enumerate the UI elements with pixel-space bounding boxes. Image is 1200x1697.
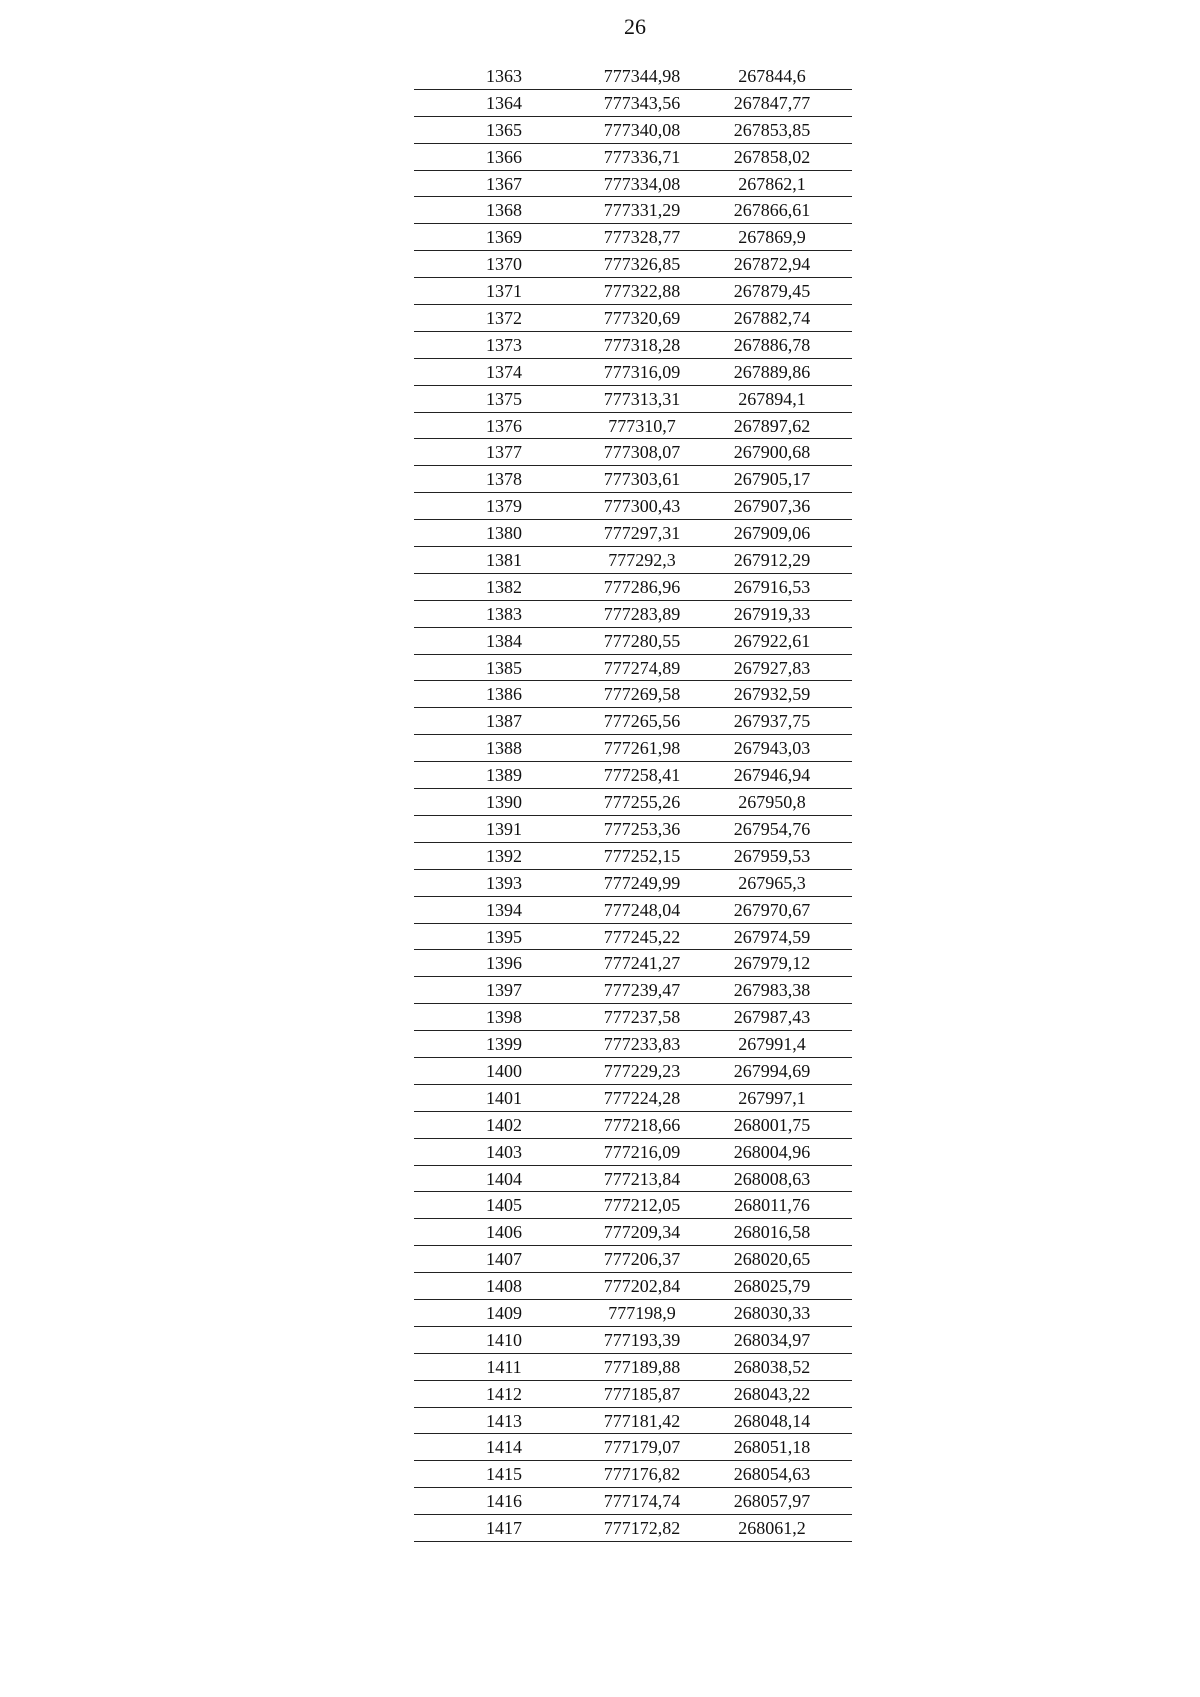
table-row — [414, 278, 852, 305]
point-number-cell: 1372 — [486, 308, 522, 329]
table-row — [414, 628, 852, 655]
x-coordinate-cell: 777318,28 — [603, 334, 681, 355]
table-row — [414, 1461, 852, 1488]
table-row — [414, 197, 852, 224]
table-row — [414, 171, 852, 198]
table-row — [414, 1246, 852, 1273]
x-coordinate-cell: 777218,66 — [603, 1114, 681, 1135]
y-coordinate-cell: 267886,78 — [733, 334, 811, 355]
table-row — [414, 1488, 852, 1515]
x-coordinate-cell: 777179,07 — [603, 1437, 681, 1458]
y-coordinate-cell: 267889,86 — [733, 361, 811, 382]
x-coordinate-cell: 777261,98 — [603, 738, 681, 759]
y-coordinate-cell: 267882,74 — [733, 308, 811, 329]
x-coordinate-cell: 777233,83 — [603, 1034, 681, 1055]
point-number-cell: 1406 — [486, 1222, 522, 1243]
y-coordinate-cell: 267872,94 — [733, 254, 811, 275]
coordinates-table — [414, 63, 852, 1542]
point-number-cell: 1411 — [486, 1356, 522, 1377]
y-coordinate-cell: 267991,4 — [738, 1034, 806, 1055]
x-coordinate-cell: 777308,07 — [603, 442, 681, 463]
point-number-cell: 1366 — [486, 146, 522, 167]
y-coordinate-cell: 267965,3 — [738, 872, 806, 893]
point-number-cell: 1405 — [486, 1195, 522, 1216]
point-number-cell: 1380 — [486, 523, 522, 544]
table-row — [414, 816, 852, 843]
table-row — [414, 1192, 852, 1219]
y-coordinate-cell: 267943,03 — [733, 738, 811, 759]
x-coordinate-cell: 777286,96 — [603, 576, 681, 597]
x-coordinate-cell: 777239,47 — [603, 980, 681, 1001]
y-coordinate-cell: 267970,67 — [733, 899, 811, 920]
point-number-cell: 1402 — [486, 1114, 522, 1135]
table-row — [414, 63, 852, 90]
x-coordinate-cell: 777283,89 — [603, 603, 681, 624]
y-coordinate-cell: 267946,94 — [733, 765, 811, 786]
point-number-cell: 1387 — [486, 711, 522, 732]
x-coordinate-cell: 777322,88 — [603, 281, 681, 302]
y-coordinate-cell: 268061,2 — [738, 1518, 806, 1539]
point-number-cell: 1395 — [486, 926, 522, 947]
x-coordinate-cell: 777181,42 — [603, 1410, 681, 1431]
table-row — [414, 1408, 852, 1435]
x-coordinate-cell: 777269,58 — [603, 684, 681, 705]
y-coordinate-cell: 267900,68 — [733, 442, 811, 463]
point-number-cell: 1398 — [486, 1007, 522, 1028]
x-coordinate-cell: 777202,84 — [603, 1276, 681, 1297]
y-coordinate-cell: 268048,14 — [733, 1410, 811, 1431]
x-coordinate-cell: 777297,31 — [603, 523, 681, 544]
table-row — [414, 1085, 852, 1112]
table-row — [414, 332, 852, 359]
x-coordinate-cell: 777213,84 — [603, 1168, 681, 1189]
x-coordinate-cell: 777252,15 — [603, 845, 681, 866]
y-coordinate-cell: 267919,33 — [733, 603, 811, 624]
x-coordinate-cell: 777241,27 — [603, 953, 681, 974]
y-coordinate-cell: 268051,18 — [733, 1437, 811, 1458]
y-coordinate-cell: 267879,45 — [733, 281, 811, 302]
y-coordinate-cell: 267932,59 — [733, 684, 811, 705]
y-coordinate-cell: 267916,53 — [733, 576, 811, 597]
table-row — [414, 520, 852, 547]
table-row — [414, 439, 852, 466]
y-coordinate-cell: 267907,36 — [733, 496, 811, 517]
x-coordinate-cell: 777336,71 — [603, 146, 681, 167]
x-coordinate-cell: 777344,98 — [603, 66, 681, 86]
point-number-cell: 1391 — [486, 818, 522, 839]
x-coordinate-cell: 777258,41 — [603, 765, 681, 786]
table-row — [414, 466, 852, 493]
x-coordinate-cell: 777229,23 — [603, 1060, 681, 1081]
y-coordinate-cell: 267974,59 — [733, 926, 811, 947]
x-coordinate-cell: 777193,39 — [603, 1329, 681, 1350]
y-coordinate-cell: 267922,61 — [733, 630, 811, 651]
table-row — [414, 950, 852, 977]
x-coordinate-cell: 777300,43 — [603, 496, 681, 517]
table-row — [414, 574, 852, 601]
table-row — [414, 1112, 852, 1139]
point-number-cell: 1414 — [486, 1437, 522, 1458]
x-coordinate-cell: 777320,69 — [603, 308, 681, 329]
point-number-cell: 1389 — [486, 765, 522, 786]
point-number-cell: 1385 — [486, 657, 522, 678]
x-coordinate-cell: 777280,55 — [603, 630, 681, 651]
y-coordinate-cell: 267869,9 — [738, 227, 806, 248]
y-coordinate-cell: 267950,8 — [738, 792, 806, 813]
y-coordinate-cell: 267979,12 — [733, 953, 811, 974]
table-row — [414, 413, 852, 440]
table-row — [414, 924, 852, 951]
y-coordinate-cell: 268038,52 — [733, 1356, 811, 1377]
point-number-cell: 1368 — [486, 200, 522, 221]
x-coordinate-cell: 777224,28 — [603, 1087, 681, 1108]
table-row — [414, 843, 852, 870]
point-number-cell: 1416 — [486, 1491, 522, 1512]
table-row — [414, 655, 852, 682]
x-coordinate-cell: 777274,89 — [603, 657, 681, 678]
y-coordinate-cell: 268016,58 — [733, 1222, 811, 1243]
x-coordinate-cell: 777176,82 — [603, 1464, 681, 1485]
point-number-cell: 1367 — [486, 173, 522, 194]
point-number-cell: 1377 — [486, 442, 522, 463]
table-row — [414, 224, 852, 251]
point-number-cell: 1408 — [486, 1276, 522, 1297]
point-number-cell: 1412 — [486, 1383, 522, 1404]
table-row — [414, 1354, 852, 1381]
y-coordinate-cell: 268020,65 — [733, 1249, 811, 1270]
x-coordinate-cell: 777310,7 — [608, 415, 676, 436]
y-coordinate-cell: 267912,29 — [733, 550, 811, 571]
x-coordinate-cell: 777206,37 — [603, 1249, 681, 1270]
x-coordinate-cell: 777189,88 — [603, 1356, 681, 1377]
y-coordinate-cell: 267983,38 — [733, 980, 811, 1001]
x-coordinate-cell: 777255,26 — [603, 792, 681, 813]
point-number-cell: 1407 — [486, 1249, 522, 1270]
point-number-cell: 1388 — [486, 738, 522, 759]
x-coordinate-cell: 777245,22 — [603, 926, 681, 947]
x-coordinate-cell: 777303,61 — [603, 469, 681, 490]
point-number-cell: 1415 — [486, 1464, 522, 1485]
point-number-cell: 1386 — [486, 684, 522, 705]
x-coordinate-cell: 777343,56 — [603, 92, 681, 113]
table-row — [414, 1139, 852, 1166]
x-coordinate-cell: 777326,85 — [603, 254, 681, 275]
x-coordinate-cell: 777316,09 — [603, 361, 681, 382]
point-number-cell: 1376 — [486, 415, 522, 436]
page-number: 26 — [624, 14, 646, 39]
table-row — [414, 1434, 852, 1461]
point-number-cell: 1378 — [486, 469, 522, 490]
y-coordinate-cell: 268004,96 — [733, 1141, 811, 1162]
table-row — [414, 359, 852, 386]
x-coordinate-cell: 777253,36 — [603, 818, 681, 839]
x-coordinate-cell: 777249,99 — [603, 872, 681, 893]
point-number-cell: 1364 — [486, 92, 522, 113]
table-row — [414, 897, 852, 924]
point-number-cell: 1381 — [486, 550, 522, 571]
table-row — [414, 870, 852, 897]
point-number-cell: 1417 — [486, 1518, 522, 1539]
point-number-cell: 1382 — [486, 576, 522, 597]
point-number-cell: 1369 — [486, 227, 522, 248]
point-number-cell: 1365 — [486, 119, 522, 140]
point-number-cell: 1392 — [486, 845, 522, 866]
point-number-cell: 1371 — [486, 281, 522, 302]
y-coordinate-cell: 267937,75 — [733, 711, 811, 732]
y-coordinate-cell: 267853,85 — [733, 119, 811, 140]
point-number-cell: 1410 — [486, 1329, 522, 1350]
point-number-cell: 1370 — [486, 254, 522, 275]
y-coordinate-cell: 268011,76 — [734, 1195, 810, 1216]
x-coordinate-cell: 777174,74 — [603, 1491, 681, 1512]
y-coordinate-cell: 267987,43 — [733, 1007, 811, 1028]
table-row — [414, 386, 852, 413]
x-coordinate-cell: 777209,34 — [603, 1222, 681, 1243]
table-row — [414, 1515, 852, 1542]
y-coordinate-cell: 267994,69 — [733, 1060, 811, 1081]
table-row — [414, 762, 852, 789]
y-coordinate-cell: 267862,1 — [738, 173, 806, 194]
point-number-cell: 1404 — [486, 1168, 522, 1189]
x-coordinate-cell: 777172,82 — [603, 1518, 681, 1539]
y-coordinate-cell: 267866,61 — [733, 200, 811, 221]
point-number-cell: 1379 — [486, 496, 522, 517]
point-number-cell: 1374 — [486, 361, 522, 382]
x-coordinate-cell: 777328,77 — [603, 227, 681, 248]
y-coordinate-cell: 267897,62 — [733, 415, 811, 436]
table-row — [414, 547, 852, 574]
table-row — [414, 789, 852, 816]
point-number-cell: 1384 — [486, 630, 522, 651]
y-coordinate-cell: 267844,6 — [738, 66, 806, 86]
y-coordinate-cell: 268043,22 — [733, 1383, 811, 1404]
table-row — [414, 601, 852, 628]
table-row — [414, 708, 852, 735]
point-number-cell: 1399 — [486, 1034, 522, 1055]
table-row — [414, 1058, 852, 1085]
x-coordinate-cell: 777185,87 — [603, 1383, 681, 1404]
table-row — [414, 1166, 852, 1193]
table-row — [414, 144, 852, 171]
table-row — [414, 1273, 852, 1300]
table-row — [414, 90, 852, 117]
point-number-cell: 1363 — [486, 66, 522, 86]
table-row — [414, 977, 852, 1004]
point-number-cell: 1375 — [486, 388, 522, 409]
y-coordinate-cell: 268008,63 — [733, 1168, 811, 1189]
y-coordinate-cell: 268030,33 — [733, 1302, 811, 1323]
x-coordinate-cell: 777265,56 — [603, 711, 681, 732]
table-row — [414, 681, 852, 708]
x-coordinate-cell: 777248,04 — [603, 899, 681, 920]
point-number-cell: 1413 — [486, 1410, 522, 1431]
point-number-cell: 1383 — [486, 603, 522, 624]
table-row — [414, 1219, 852, 1246]
y-coordinate-cell: 267909,06 — [733, 523, 811, 544]
table-row — [414, 1327, 852, 1354]
y-coordinate-cell: 267959,53 — [733, 845, 811, 866]
point-number-cell: 1394 — [486, 899, 522, 920]
y-coordinate-cell: 267894,1 — [738, 388, 806, 409]
y-coordinate-cell: 267954,76 — [733, 818, 811, 839]
point-number-cell: 1396 — [486, 953, 522, 974]
point-number-cell: 1373 — [486, 334, 522, 355]
table-row — [414, 305, 852, 332]
table-row — [414, 735, 852, 762]
y-coordinate-cell: 268057,97 — [733, 1491, 811, 1512]
y-coordinate-cell: 267847,77 — [733, 92, 811, 113]
point-number-cell: 1397 — [486, 980, 522, 1001]
y-coordinate-cell: 267997,1 — [738, 1087, 806, 1108]
x-coordinate-cell: 777313,31 — [603, 388, 681, 409]
x-coordinate-cell: 777237,58 — [603, 1007, 681, 1028]
table-row — [414, 1381, 852, 1408]
table-row — [414, 1031, 852, 1058]
y-coordinate-cell: 268025,79 — [733, 1276, 811, 1297]
point-number-cell: 1393 — [486, 872, 522, 893]
y-coordinate-cell: 267858,02 — [733, 146, 811, 167]
point-number-cell: 1400 — [486, 1060, 522, 1081]
y-coordinate-cell: 267905,17 — [733, 469, 811, 490]
y-coordinate-cell: 268054,63 — [733, 1464, 811, 1485]
point-number-cell: 1403 — [486, 1141, 522, 1162]
x-coordinate-cell: 777212,05 — [603, 1195, 681, 1216]
x-coordinate-cell: 777292,3 — [608, 550, 676, 571]
x-coordinate-cell: 777216,09 — [603, 1141, 681, 1162]
table-row — [414, 1300, 852, 1327]
point-number-cell: 1390 — [486, 792, 522, 813]
x-coordinate-cell: 777334,08 — [603, 173, 681, 194]
table-row — [414, 251, 852, 278]
table-row — [414, 1004, 852, 1031]
x-coordinate-cell: 777340,08 — [603, 119, 681, 140]
y-coordinate-cell: 267927,83 — [733, 657, 811, 678]
point-number-cell: 1401 — [486, 1087, 522, 1108]
table-row — [414, 493, 852, 520]
y-coordinate-cell: 268001,75 — [733, 1114, 811, 1135]
x-coordinate-cell: 777198,9 — [608, 1302, 676, 1323]
point-number-cell: 1409 — [486, 1302, 522, 1323]
table-row — [414, 117, 852, 144]
x-coordinate-cell: 777331,29 — [603, 200, 681, 221]
y-coordinate-cell: 268034,97 — [733, 1329, 811, 1350]
